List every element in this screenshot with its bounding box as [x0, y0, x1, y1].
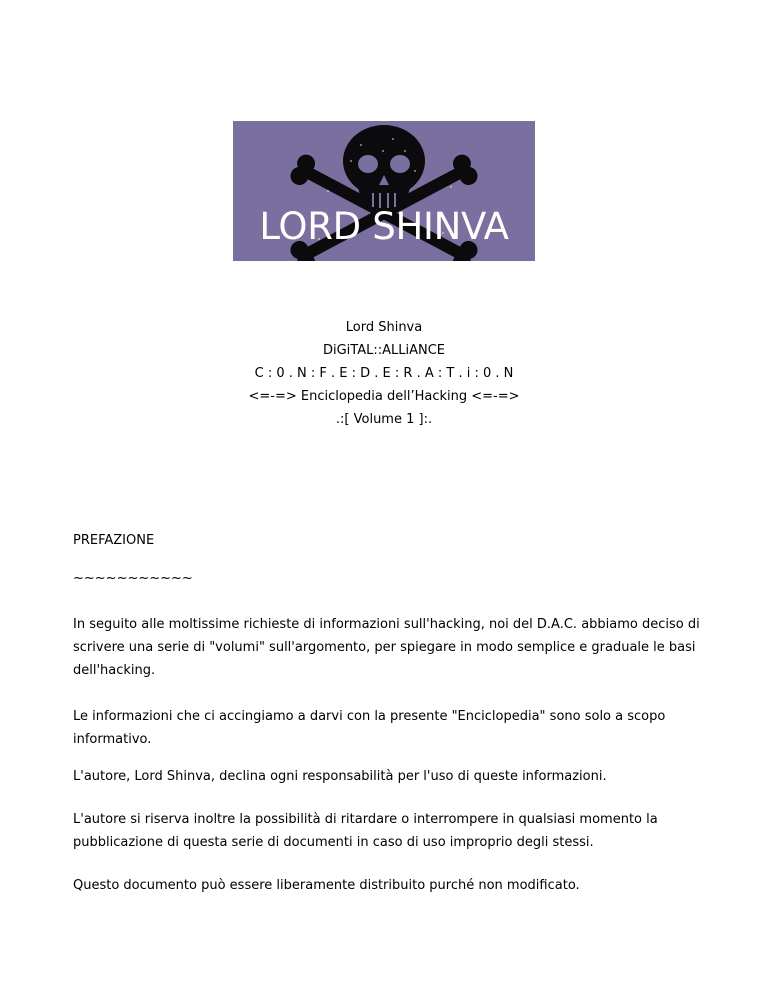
encyclopedia-title-line: <=-=> Enciclopedia dell’Hacking <=-=> — [248, 389, 520, 404]
paragraph-reserve: L'autore si riserva inoltre la possibilità di ritardare o interrompere in qualsiasi momento la pubblicazione di questa serie di documenti in caso di uso improprio degli stessi. — [73, 812, 658, 850]
paragraph-informative: Le informazioni che ci accingiamo a darvi con la presente "Enciclopedia" sono solo a scopo informativo. — [73, 709, 666, 747]
lord-shinva-banner — [233, 121, 535, 261]
confederation-line: C : 0 . N : F . E : D . E : R . A : T . i : 0 . N — [254, 366, 514, 381]
paragraph-distribution: Questo documento può essere liberamente distribuito purché non modificato. — [73, 878, 580, 893]
group-line: DiGiTAL::ALLiANCE — [322, 343, 446, 358]
paragraph-disclaimer: L'autore, Lord Shinva, declina ogni responsabilità per l'uso di queste informazioni. — [73, 769, 607, 784]
separator-line: ~~~~~~~~~~~ — [73, 571, 193, 586]
banner-title: LORD SHINVA — [259, 205, 509, 248]
author-line: Lord Shinva — [345, 320, 423, 335]
paragraph-intro: In seguito alle moltissime richieste di informazioni sull'hacking, noi del D.A.C. abbiamo deciso di scrivere una serie di "volumi" sull'argomento, per spiegare in modo semplice e graduale le basi dell'hacking. — [73, 617, 700, 678]
section-title: PREFAZIONE — [73, 533, 155, 548]
volume-line: .:[ Volume 1 ]:. — [335, 412, 433, 427]
